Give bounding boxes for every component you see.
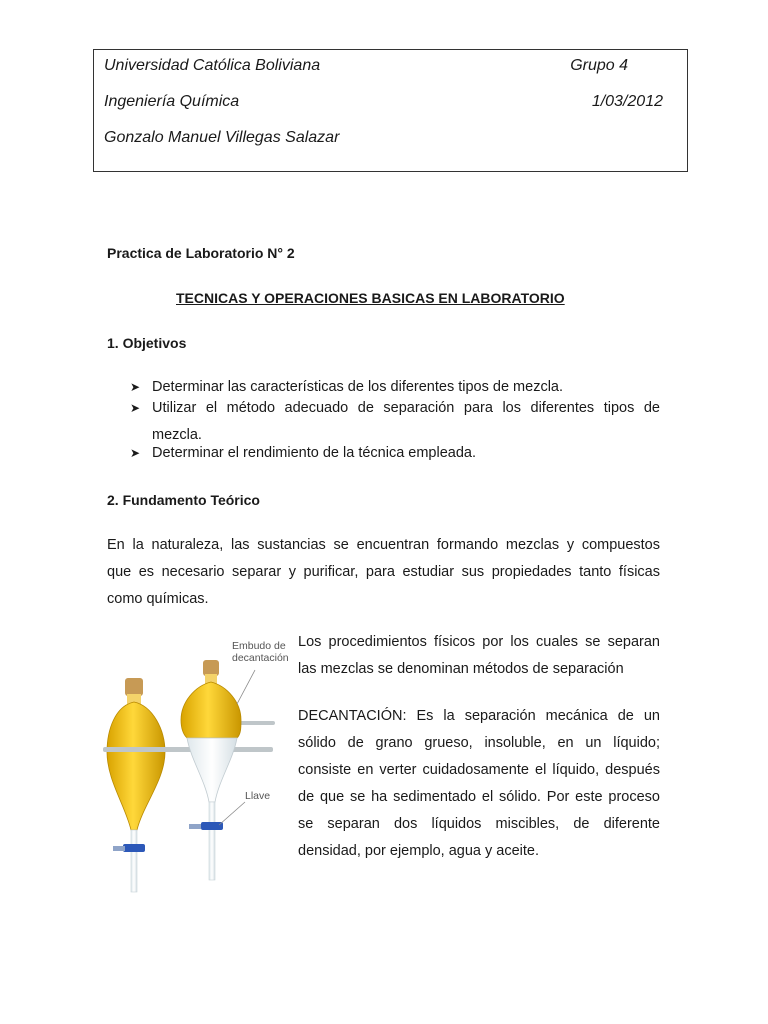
- left-funnel: [107, 678, 165, 892]
- career-name: Ingeniería Química: [104, 93, 240, 110]
- funnel-leader-line: [237, 670, 255, 704]
- list-item-continuation: mezcla.: [152, 427, 202, 443]
- university-name: Universidad Católica Boliviana: [104, 57, 321, 74]
- header-box: [93, 49, 688, 172]
- date-label: 1/03/2012: [591, 93, 663, 110]
- valve-icon: [123, 844, 145, 852]
- arrow-bullet-icon: ➤: [130, 401, 141, 415]
- group-label: Grupo 4: [570, 57, 628, 74]
- valve-label: Llave: [245, 790, 271, 802]
- list-item: ➤ Utilizar el método adecuado de separación para los diferentes tipos de: [130, 400, 660, 416]
- valve-leader-line: [219, 802, 245, 825]
- practice-title: Practica de Laboratorio N° 2: [107, 245, 295, 261]
- theory-intro-paragraph: En la naturaleza, las sustancias se encuentran formando mezclas y compuestos que es necesario separar y purificar, para estudiar sus propiedades tanto físicas como químicas.: [107, 537, 660, 607]
- ring-stand: [103, 747, 273, 752]
- right-funnel: [181, 660, 241, 880]
- objectives-heading: 1. Objetivos: [107, 335, 187, 351]
- arrow-bullet-icon: ➤: [130, 446, 141, 460]
- decantation-paragraph: DECANTACIÓN: Es la separación mecánica de un sólido de grano grueso, insoluble, en un líquido; consiste en verter cuidadosamente el líquido, después de que se ha sedimentado el sólido. Por este proceso se separan dos líquidos miscibles, de diferente densidad, por ejemplo, agua y aceite.: [298, 708, 660, 859]
- list-item: ➤ Determinar las características de los diferentes tipos de mezcla.: [130, 379, 564, 395]
- methods-paragraph: Los procedimientos físicos por los cuales se separan las mezclas se denominan métodos de separación: [298, 634, 660, 677]
- list-item: ➤ Determinar el rendimiento de la técnica empleada.: [130, 445, 477, 461]
- cork-stopper: [203, 660, 219, 676]
- theory-heading: 2. Fundamento Teórico: [107, 492, 260, 508]
- separatory-funnel-figure: [95, 630, 295, 900]
- main-title: TECNICAS Y OPERACIONES BASICAS EN LABORATORIO: [176, 290, 565, 306]
- funnel-label: Embudo de decantación: [232, 640, 289, 664]
- arrow-bullet-icon: ➤: [130, 380, 141, 394]
- author-name: Gonzalo Manuel Villegas Salazar: [104, 129, 340, 146]
- valve-icon: [201, 822, 223, 830]
- cork-stopper: [125, 678, 143, 696]
